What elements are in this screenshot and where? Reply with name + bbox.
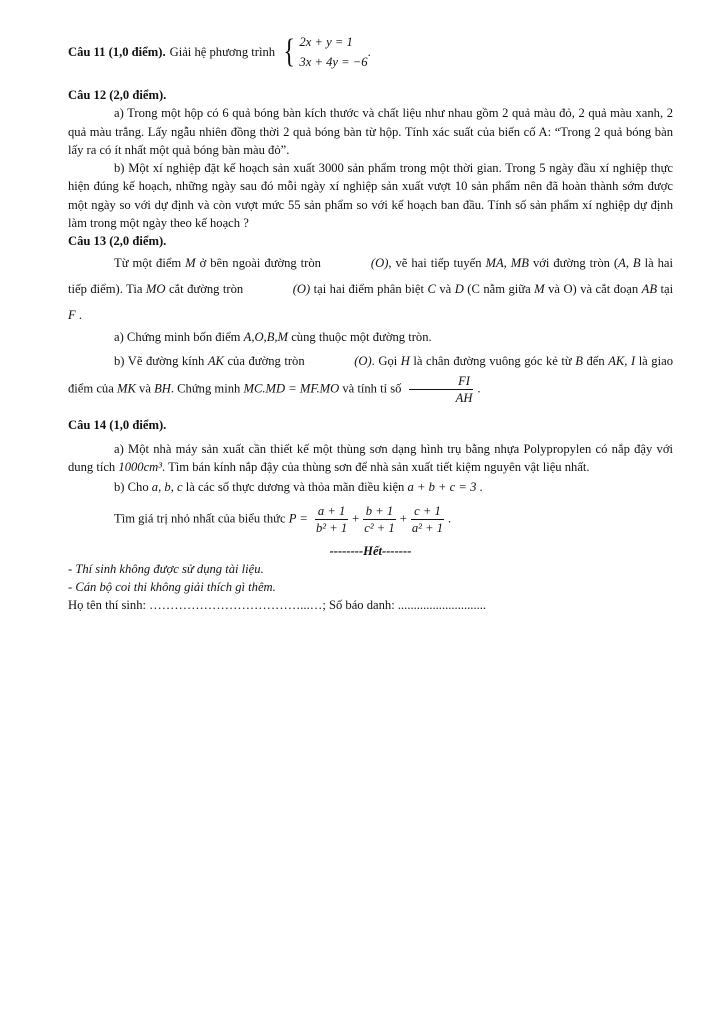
candidate-info-line: Họ tên thí sinh: ………………………………...…; Số báo danh: ............................ xyxy=(68,598,487,613)
question-12 xyxy=(68,86,673,232)
question-11 xyxy=(68,30,673,74)
question-13 xyxy=(68,232,673,406)
exam-page xyxy=(68,30,673,615)
note-1: - Thí sinh không được sử dụng tài liệu. xyxy=(68,561,264,576)
question-14b: b) Cho a, b, c là các số thực dương và thỏa mãn điều kiện a + b + c = 3 . xyxy=(114,480,483,495)
question-14-heading: Câu 14 (1,0 điểm). xyxy=(68,417,167,432)
question-14 xyxy=(68,416,673,536)
end-marker: --------Hết------- xyxy=(329,543,412,558)
exam-footer xyxy=(68,542,673,615)
ratio-fraction: $\frac{FI}{AH}$ xyxy=(407,373,476,406)
question-11-heading: Câu 11 (1,0 điểm). xyxy=(68,44,166,59)
question-13b: b) Vẽ đường kính AK của đường tròn (O). Gọi H là chân đường vuông góc kẻ từ B đến AK, I là giao điểm của MK và BH. Chứng minh MC.MD = MF.MO và tính tỉ số $\frac{FI}{AH}$ . xyxy=(68,353,673,405)
question-12a: a) Trong một hộp có 6 quả bóng bàn kích thước và chất liệu như nhau gồm 2 quả màu đỏ, 2 quả màu xanh, 2 quả màu trắng. Lấy ngẫu nhiên đồng thời 2 quả bóng bàn từ hộp. Tính xác suất của biến cố A: “Trong 2 quả bóng bàn lấy ra có ít nhất một quả bóng bàn màu đỏ”. xyxy=(68,106,673,157)
note-2: - Cán bộ coi thi không giải thích gì thêm. xyxy=(68,580,276,594)
brace-glyph: { xyxy=(283,33,295,70)
equation-1: 2x + y = 1 xyxy=(299,35,353,49)
question-12-heading: Câu 12 (2,0 điểm). xyxy=(68,88,167,102)
question-11-text: Giải hệ phương trình xyxy=(169,44,276,59)
question-13-intro: Từ một điểm M ở bên ngoài đường tròn (O), vẽ hai tiếp tuyến MA, MB với đường tròn (A, B là hai tiếp điểm). Tia MO cắt đường tròn (O) tại hai điểm phân biệt C và D (C nằm giữa M và O) và cắt đoạn AB tại F . xyxy=(68,256,674,323)
question-14b-expression: Tìm giá trị nhỏ nhất của biểu thức P = $\frac{a + 1}{\text{b² + 1}}$ + $\frac{b + 1}{\text{c² + 1}}$ + $\frac{c + 1}{\text{a² + 1}}$ . xyxy=(114,503,452,535)
equation-2: 3x + 4y = −6 xyxy=(299,55,368,69)
question-12b: b) Một xí nghiệp đặt kế hoạch sản xuất 3000 sản phẩm trong một thời gian. Trong 5 ngày đầu xí nghiệp thực hiện đúng kế hoạch, những ngày sau đó mỗi ngày xí nghiệp sản xuất vượt 10 sản phẩm nên đã hoàn thành sớm được một ngày so với dự định và còn vượt mức 55 sản phẩm so với kế hoạch ban đầu. Tính số sản phẩm xí nghiệp dự định làm trong một ngày theo kế hoạch ? xyxy=(68,161,673,230)
question-11-end: . xyxy=(367,44,371,59)
question-13-heading: Câu 13 (2,0 điểm). xyxy=(68,234,167,248)
question-13a: a) Chứng minh bốn điểm A,O,B,M cùng thuộc một đường tròn. xyxy=(114,330,432,345)
question-14a: a) Một nhà máy sản xuất cần thiết kế một thùng sơn dạng hình trụ bằng nhựa Polypropylen có nắp đậy với dung tích 1000cm³. Tìm bán kính nắp đậy của thùng sơn để nhà sản xuất tiết kiệm nguyên vật liệu nhất. xyxy=(68,441,673,474)
equation-system xyxy=(281,32,368,72)
